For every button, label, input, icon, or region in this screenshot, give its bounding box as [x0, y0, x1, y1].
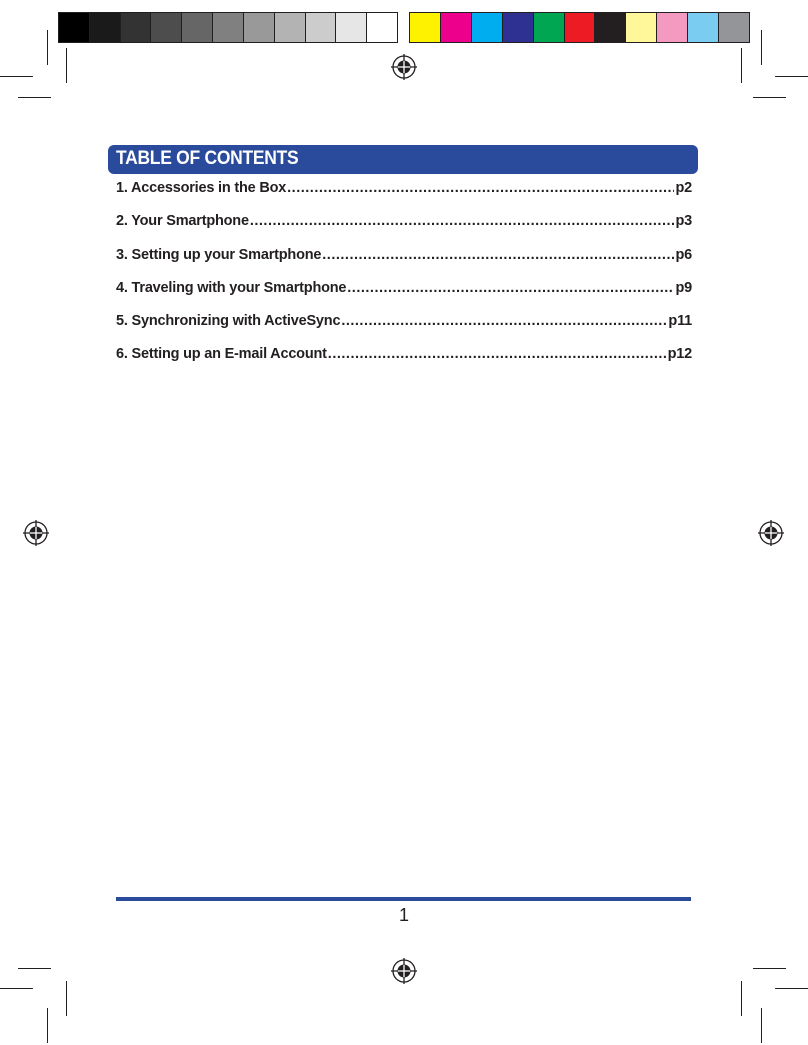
crop-mark — [47, 1008, 48, 1043]
toc-title: TABLE OF CONTENTS — [116, 148, 299, 169]
gray-swatch — [306, 13, 337, 42]
toc-entry[interactable] — [116, 213, 692, 246]
toc-entry-page: p11 — [668, 313, 692, 330]
toc-entry-page: p6 — [675, 246, 692, 263]
color-swatch — [688, 13, 719, 42]
color-swatch — [410, 13, 441, 42]
color-swatch — [719, 13, 749, 42]
crop-mark — [0, 988, 33, 989]
crop-mark — [753, 97, 786, 98]
crop-mark — [775, 988, 808, 989]
registration-mark-icon — [391, 54, 417, 80]
toc-entry-label: 2. Your Smartphone — [116, 213, 249, 230]
footer-rule — [116, 897, 691, 901]
crop-mark — [753, 968, 786, 969]
gray-swatch — [182, 13, 213, 42]
toc-leader-dots — [250, 213, 675, 229]
toc-leader-dots — [341, 313, 667, 329]
page-number: 1 — [398, 905, 409, 925]
gray-swatch — [275, 13, 306, 42]
color-swatch — [595, 13, 626, 42]
toc-entry-label: 3. Setting up your Smartphone — [116, 246, 322, 263]
toc-leader-dots — [347, 280, 674, 296]
toc-entry-page: p12 — [667, 346, 692, 363]
color-swatch — [534, 13, 565, 42]
toc-leader-dots — [287, 180, 674, 196]
crop-mark — [66, 981, 67, 1016]
registration-mark-icon — [758, 520, 784, 546]
color-swatch — [503, 13, 534, 42]
toc-entry[interactable] — [116, 313, 692, 346]
registration-mark-icon — [391, 958, 417, 984]
color-swatch — [626, 13, 657, 42]
toc-entry-label: 5. Synchronizing with ActiveSync — [116, 313, 341, 330]
crop-mark — [761, 30, 762, 65]
color-swatch — [657, 13, 688, 42]
gray-swatch — [151, 13, 182, 42]
crop-mark — [18, 968, 51, 969]
toc-entry-label: 1. Accessories in the Box — [116, 180, 287, 196]
toc-entry[interactable] — [116, 280, 692, 313]
registration-mark-icon — [23, 520, 49, 546]
crop-mark — [66, 48, 67, 83]
crop-mark — [741, 981, 742, 1016]
gray-swatch — [59, 13, 90, 42]
toc-entry[interactable] — [116, 346, 692, 379]
toc-list — [116, 180, 692, 380]
crop-mark — [775, 76, 808, 77]
gray-swatch — [213, 13, 244, 42]
color-swatch — [565, 13, 596, 42]
grayscale-calibration-bar — [58, 12, 398, 43]
toc-entry-page: p3 — [675, 213, 692, 230]
color-swatch — [472, 13, 503, 42]
toc-entry-page: p9 — [675, 279, 692, 296]
crop-mark — [741, 48, 742, 83]
gray-swatch — [121, 13, 152, 42]
toc-entry[interactable] — [116, 247, 692, 280]
gray-swatch — [90, 13, 121, 42]
toc-entry[interactable] — [116, 180, 692, 213]
gray-swatch — [244, 13, 275, 42]
toc-leader-dots — [328, 346, 667, 362]
crop-mark — [761, 1008, 762, 1043]
toc-leader-dots — [322, 247, 674, 263]
toc-entry-label: 4. Traveling with your Smartphone — [116, 279, 347, 296]
toc-entry-page: p2 — [675, 180, 692, 196]
crop-mark — [0, 76, 33, 77]
crop-mark — [18, 97, 51, 98]
gray-swatch — [336, 13, 367, 42]
color-swatch — [441, 13, 472, 42]
toc-entry-label: 6. Setting up an E-mail Account — [116, 346, 327, 363]
toc-header-banner — [108, 145, 698, 174]
gray-swatch — [367, 13, 397, 42]
crop-mark — [47, 30, 48, 65]
color-calibration-bar — [409, 12, 750, 43]
